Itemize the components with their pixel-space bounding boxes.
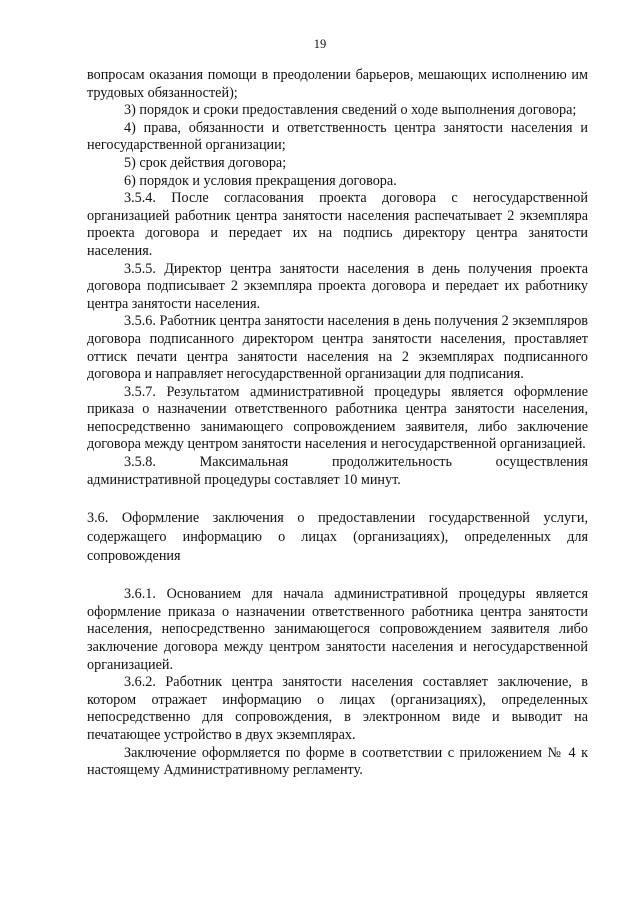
paragraph-3-6-2: 3.6.2. Работник центра занятости населения составляет заключение, в котором отражает информацию о лицах (организациях), определенных непосредственно для сопровождения, в электронном виде и выводит на печатающее устройство в двух экземплярах. xyxy=(87,674,588,743)
paragraph-cont: вопросам оказания помощи в преодолении барьеров, мешающих исполнению им трудовых обязанностей); xyxy=(87,67,588,101)
paragraph-3-5-6: 3.5.6. Работник центра занятости населения в день получения 2 экземпляров договора подписанного директором центра занятости населения, проставляет оттиск печати центра занятости населения на 2 экземплярах подписанного договора и направляет негосударственной организации для подписания. xyxy=(87,313,588,383)
paragraph-item-3: 3) порядок и сроки предоставления сведений о ходе выполнения договора; xyxy=(124,102,577,119)
paragraphs-before xyxy=(87,67,588,454)
paragraph-3-5-8-rest: административной процедуры составляет 10 минут. xyxy=(87,471,401,488)
section-heading-3-6: 3.6. Оформление заключения о предоставлении государственной услуги, содержащего информацию о лицах (организациях), определенных для сопровождения xyxy=(87,510,588,565)
page-number: 19 xyxy=(313,37,327,51)
paragraph-3-5-5: 3.5.5. Директор центра занятости населения в день получения проекта договора подписывает 2 экземпляра проекта договора и передает их работнику центра занятости населения. xyxy=(87,260,588,312)
p358-word-2: Максимальная xyxy=(199,454,289,471)
p358-word-3: продолжительность xyxy=(331,454,452,471)
p358-word-1: 3.5.8. xyxy=(124,454,156,471)
paragraphs-after xyxy=(87,586,588,780)
paragraph-item-6: 6) порядок и условия прекращения договора. xyxy=(124,172,397,189)
paragraph-3-6-1: 3.6.1. Основанием для начала административной процедуры является оформление приказа о назначении ответственного работника центра занятости населения, непосредственно занимающегося сопровождением заявителя либо заключение договора между центром занятости населения и негосударственной организацией. xyxy=(87,586,588,673)
paragraph-conclusion: Заключение оформляется по форме в соответствии с приложением № 4 к настоящему Административному регламенту. xyxy=(87,744,588,779)
paragraph-item-5: 5) срок действия договора; xyxy=(124,154,287,171)
paragraph-3-5-8-line1 xyxy=(87,454,588,472)
paragraph-3-5-7: 3.5.7. Результатом административной процедуры является оформление приказа о назначении ответственного работника центра занятости населения, непосредственно занимающего сопровождением заявителя, либо заключение договора между центром занятости населения и негосударственной организацией. xyxy=(87,383,588,453)
p358-word-4: осуществления xyxy=(495,454,588,471)
document-body xyxy=(87,67,588,780)
paragraph-3-5-4: 3.5.4. После согласования проекта договора с негосударственной организацией работник центра занятости населения распечатывает 2 экземпляра проекта договора и передает их на подпись директору центра занятости населения. xyxy=(87,190,588,259)
paragraph-item-4: 4) права, обязанности и ответственность центра занятости населения и негосударственной организации; xyxy=(87,119,588,154)
